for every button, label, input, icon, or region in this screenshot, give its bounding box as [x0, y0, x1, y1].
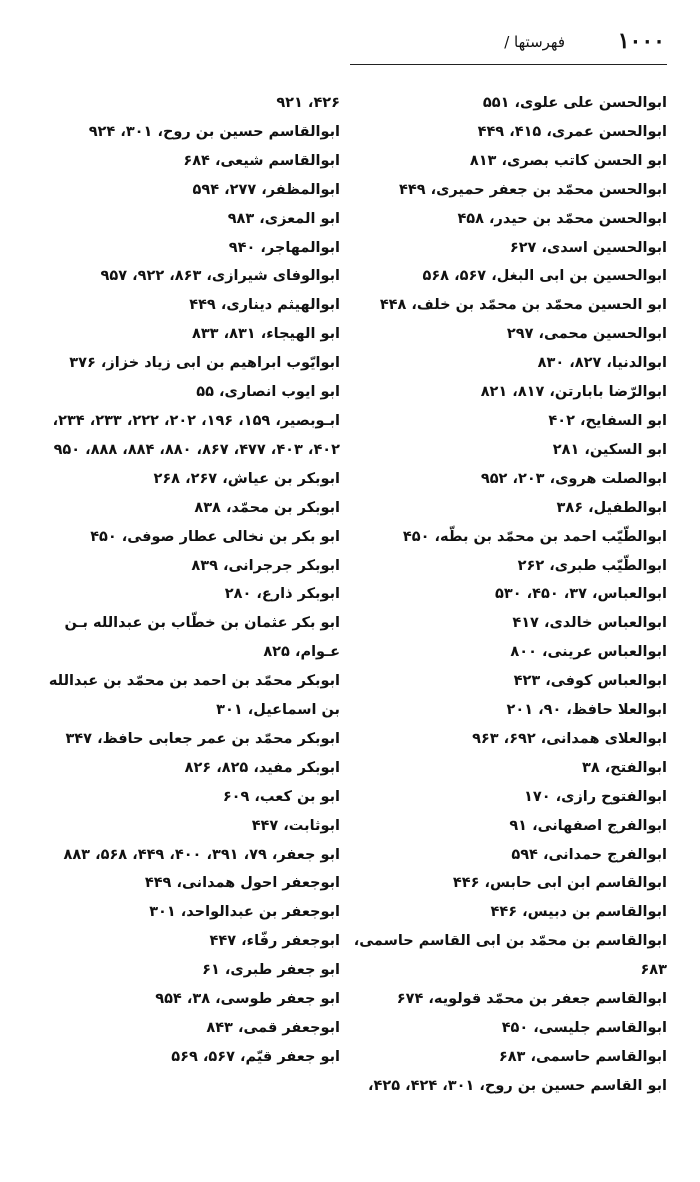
index-entry: ابوالقاسم حسین بن روح، ۳۰۱، ۹۲۴	[88, 123, 340, 140]
index-entry: ابو جعفر طبری، ۶۱	[202, 962, 340, 979]
index-entry: ابو السفایح، ۴۰۲	[548, 412, 667, 429]
index-column-right	[350, 89, 667, 1101]
index-entry: ابوالحسن علی علوی، ۵۵۱	[482, 95, 667, 111]
index-entry: ابوالمظفر، ۲۷۷، ۵۹۴	[192, 181, 340, 198]
index-entry: ابو الحسن کاتب بصری، ۸۱۳	[469, 152, 667, 169]
index-entry: ابوجعفر رفّاء، ۴۴۷	[209, 933, 340, 950]
index-entry: ابوالقاسم شیعی، ۶۸۴	[183, 152, 340, 169]
index-entry: ابو بکر عثمان بن خطّاب بن عبدالله بـن عـوام، ۸۲۵	[64, 615, 340, 661]
index-entry: ابوالفتوح رازی، ۱۷۰	[524, 788, 667, 805]
index-entry: ابو السکین، ۲۸۱	[552, 441, 667, 458]
index-entry: ابو جعفر قیّم، ۵۶۷، ۵۶۹	[171, 1048, 340, 1065]
index-entry: ابـوبصیر، ۱۵۹، ۱۹۶، ۲۰۲، ۲۲۲، ۲۳۳، ۲۳۴، ۴۰۲، ۴۰۳، ۴۷۷، ۸۶۷، ۸۸۰، ۸۸۴، ۸۸۸، ۹۵۰	[52, 412, 340, 458]
running-head: فهرستها /	[504, 33, 565, 51]
index-entry: ابوالطّیّب احمد بن محمّد بن بطّه، ۴۵۰	[402, 528, 667, 545]
index-entry: ابو الحسین محمّد بن محمّد بن خلف، ۴۴۸	[379, 297, 667, 314]
index-entry: ابوبکر بن محمّد، ۸۳۸	[194, 499, 340, 516]
index-entry: ابوالقاسم بن دبیس، ۴۴۶	[490, 904, 667, 921]
index-entry: ابوالحسن محمّد بن جعفر حمیری، ۴۴۹	[399, 181, 667, 198]
index-entry: ابوالعباس خالدی، ۴۱۷	[512, 615, 667, 632]
index-entry: ابوالطّیّب طبری، ۲۶۲	[517, 557, 667, 574]
index-entry: ابوالمهاجر، ۹۴۰	[228, 239, 340, 256]
index-entry: ابوبکر جرجرانی، ۸۳۹	[191, 557, 340, 574]
index-entry: ابوجعفر قمی، ۸۴۳	[206, 1020, 340, 1036]
index-entry: ابوثابت، ۴۴۷	[251, 817, 340, 834]
index-entry: ابو المعزی، ۹۸۳	[227, 210, 340, 227]
index-entry: ابوالحسین اسدی، ۶۲۷	[509, 239, 667, 256]
index-entry: ابو جعفر، ۷۹، ۳۹۱، ۴۰۰، ۴۴۹، ۵۶۸، ۸۸۳	[63, 846, 340, 863]
index-entry: ابوجعفر بن عبدالواحد، ۳۰۱	[149, 904, 340, 921]
index-entry: ابوالحسن محمّد بن حیدر، ۴۵۸	[457, 210, 667, 227]
header-rule	[350, 64, 667, 65]
index-entry: ابوالقاسم جعفر بن محمّد قولویه، ۶۷۴	[396, 991, 667, 1008]
index-entry: ابوالقاسم ابن ابی حابس، ۴۴۶	[452, 875, 667, 892]
index-entry: ابوالعلای همدانی، ۶۹۲، ۹۶۳	[472, 730, 667, 747]
index-entry: ابوالوفای شیرازی، ۸۶۳، ۹۲۲، ۹۵۷	[100, 268, 340, 285]
index-column-left	[30, 89, 340, 1072]
index-entry: ابوالدنیا، ۸۲۷، ۸۳۰	[537, 355, 667, 372]
index-entry: ابوالحسین بن ابی البغل، ۵۶۷، ۵۶۸	[422, 268, 667, 285]
index-entry: ابوالقاسم بن محمّد بن ابی القاسم حاسمی، ۶۸۳	[353, 933, 667, 979]
index-entry: ابوالفتح، ۳۸	[582, 759, 667, 776]
index-entry: ابوبکر ذارع، ۲۸۰	[224, 586, 340, 603]
index-entry: ابوالعباس عرینی، ۸۰۰	[510, 644, 667, 661]
index-entry: ابوبکر محمّد بن احمد بن محمّد بن عبدالله بن اسماعیل، ۳۰۱	[48, 673, 340, 719]
index-entry: ابوالعلا حافظ، ۹۰، ۲۰۱	[506, 702, 667, 719]
index-entry: ابو بن کعب، ۶۰۹	[222, 788, 340, 805]
page-number: ۱۰۰۰	[617, 28, 665, 54]
index-entry: ابوبکر مفید، ۸۲۵، ۸۲۶	[184, 759, 340, 776]
index-entry: ابوالعباس کوفی، ۴۲۳	[513, 673, 667, 690]
page-header	[350, 26, 665, 56]
index-entry: ابوایّوب ابراهیم بن ابی زیاد خزاز، ۳۷۶	[69, 355, 340, 372]
index-entry: ابوالصلت هروی، ۲۰۳، ۹۵۲	[480, 470, 667, 487]
index-entry: ابوالهیثم دیناری، ۴۴۹	[189, 297, 340, 314]
index-entry: ابو ایوب انصاری، ۵۵	[196, 384, 340, 401]
index-entry: ابوبکر بن عیاش، ۲۶۷، ۲۶۸	[153, 470, 340, 487]
index-entry: ابوجعفر احول همدانی، ۴۴۹	[144, 875, 340, 892]
index-entry: ابوالطفیل، ۳۸۶	[556, 499, 667, 516]
index-entry: ابوالفرج حمدانی، ۵۹۴	[511, 846, 667, 863]
index-entry: ابو بکر بن نخالی عطار صوفی، ۴۵۰	[90, 528, 340, 545]
index-entry: ابوالقاسم جلیسی، ۴۵۰	[501, 1020, 667, 1036]
index-entry: ابوالفرج اصفهانی، ۹۱	[509, 817, 667, 834]
index-entry: ابوالقاسم حاسمی، ۶۸۳	[498, 1048, 667, 1065]
index-entry: ابوالعباس، ۳۷، ۴۵۰، ۵۳۰	[495, 586, 667, 603]
index-entry: ۴۲۶، ۹۲۱	[276, 95, 340, 111]
index-entry: ابوالحسین محمی، ۲۹۷	[506, 326, 667, 343]
index-entry: ابوبکر محمّد بن عمر جعابی حافظ، ۳۴۷	[65, 730, 340, 747]
index-entry: ابو القاسم حسین بن روح، ۳۰۱، ۴۲۴، ۴۲۵،	[368, 1077, 667, 1094]
index-entry: ابوالحسن عمری، ۴۱۵، ۴۴۹	[477, 123, 667, 140]
index-entry: ابو جعفر طوسی، ۳۸، ۹۵۴	[155, 991, 340, 1008]
index-entry: ابوالرّضا بابارتن، ۸۱۷، ۸۲۱	[480, 384, 667, 401]
index-entry: ابو الهیجاء، ۸۳۱، ۸۳۳	[191, 326, 340, 343]
